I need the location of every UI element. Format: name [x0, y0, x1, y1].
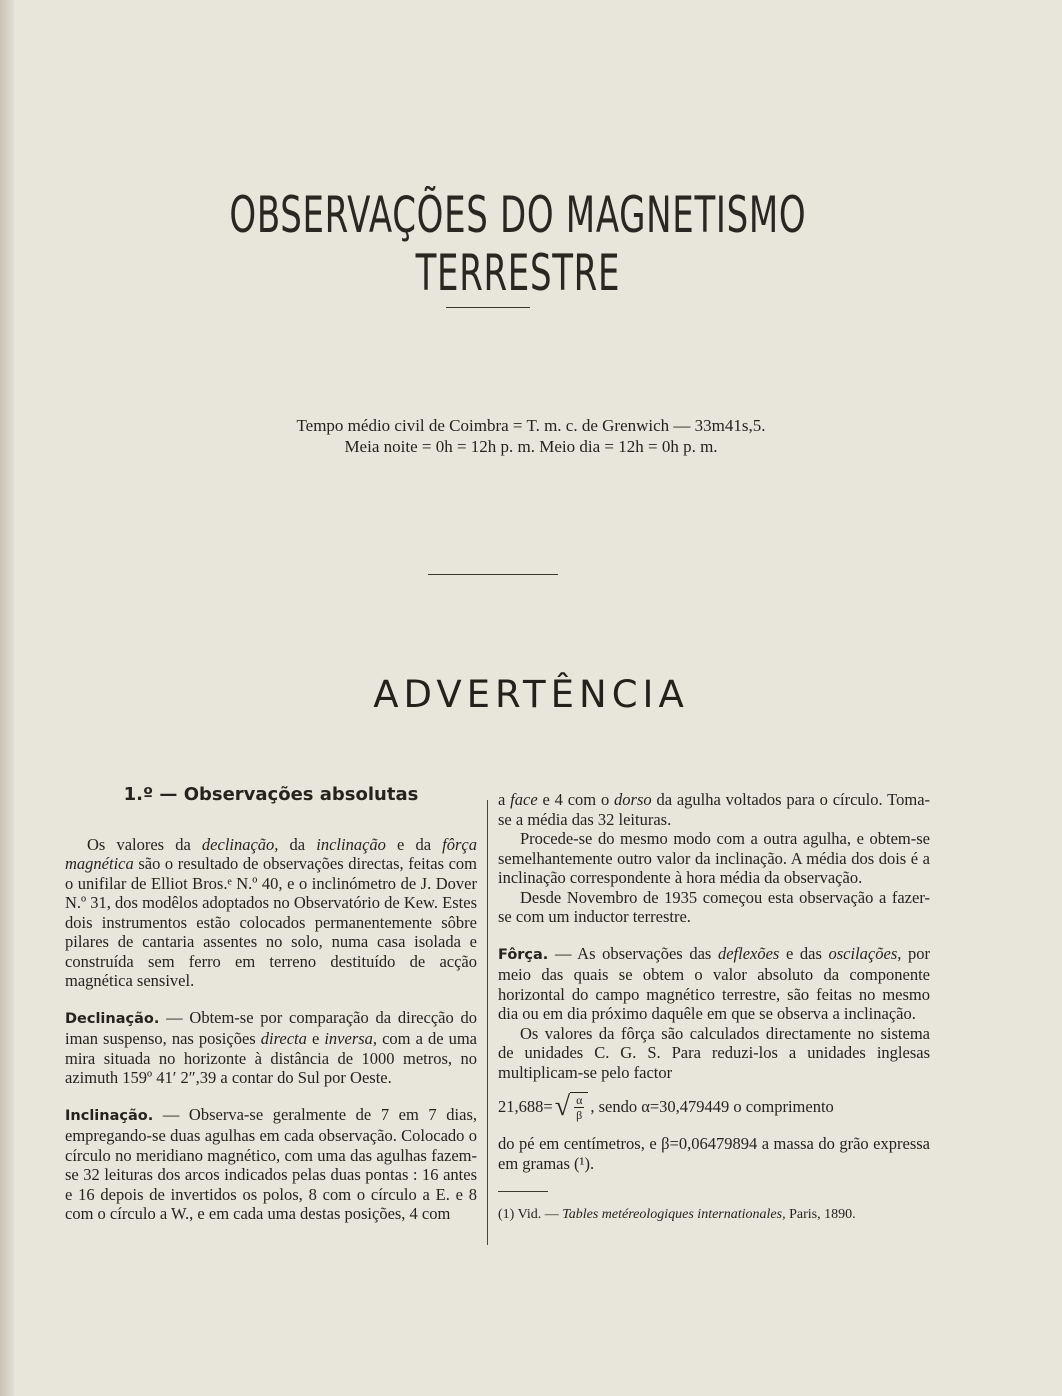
subsection-heading: 1.º — Observações absolutas [123, 784, 419, 805]
declinacao-paragraph: Declinação. — Obtem-se por comparação da direcção do iman suspenso, nas posições directa e inversa, com a de uma mira situada no horizonte à distância de 1000 metros, no azimuth 159º 41′ 2″,39 a contar do Sul por Oeste. [65, 1007, 477, 1087]
continuation-paragraph: a face e 4 com o dorso da agulha voltados para o círculo. Toma-se a média das 32 leituras. [498, 790, 931, 829]
square-root: √ $\frac{\alpha}{\beta}$ [555, 1092, 589, 1122]
units-paragraph: Os valores da fôrça são calculados directamente no sistema de unidades C. G. S. Para reduzi-los a unidades inglesas multiplicam-se pelo factor [498, 1023, 930, 1082]
intro-paragraph: Os valores da declinação, da inclinação e da fôrça magnética são o resultado de observações directas, feitas com o unifilar de Elliot Bros.ᵉ N.º 40, e o inclinómetro de J. Dover N.º 31, dos modêlos adoptados no Observatório de Kew. Estes dois instrumentos estão colocados permanentemente sôbre pilares de cantaria assentes no solo, numa casa isolada e construída sem ferro em terreno destituído de acção magnética sensivel. [65, 834, 477, 990]
formula-explanation: do pé em centímetros, e β=0,06479894 a massa do grão expressa em gramas (¹). [498, 1134, 930, 1173]
title-rule [446, 307, 530, 308]
column-divider [487, 800, 488, 1245]
conversion-formula: 21,688= √ $\frac{\alpha}{\beta}$ , sendo α=30,479449 o comprimento [498, 1091, 834, 1122]
forca-lead: Fôrça. [498, 946, 549, 963]
inclinacao-paragraph: Inclinação. — Observa-se geralmente de 7 em 7 dias, empregando-se duas agulhas em cada observação. Colocado o círculo no meridiano magnético, com uma das agulhas fazem-se 32 leituras dos arcos indicados pelas duas pontas : 16 antes e 16 depois de invertidos os polos, 8 com o círculo a E. e 8 com o círculo a W., e em cada uma destas posições, 4 com [65, 1104, 477, 1223]
inclinacao-lead: Inclinação. [65, 1107, 154, 1124]
second-needle-paragraph: Procede-se do mesmo modo com a outra agulha, e obtem-se semelhantemente outro valor da inclinação. A média dos dois é a inclinação correspondente à hora média da observação. [498, 829, 930, 887]
declinacao-lead: Declinação. [65, 1010, 160, 1027]
time-reference-line-2: Meia noite = 0h = 12h p. m. Meio dia = 12h = 0h p. m. [344, 437, 718, 456]
right-column [498, 790, 930, 1223]
footnote-rule [498, 1191, 548, 1192]
time-reference-line-1: Tempo médio civil de Coimbra = T. m. c. de Grenwich — 33m41s,5. [296, 416, 766, 435]
footnote: (1) Vid. — Tables metéreologiques internationales, Paris, 1890. [498, 1207, 856, 1222]
section-rule [428, 574, 558, 575]
left-column [65, 785, 477, 1224]
inductor-paragraph: Desde Novembro de 1935 começou esta observação a fazer-se com um inductor terrestre. [498, 887, 930, 926]
page-title: OBSERVAÇÕES DO MAGNETISMO TERRESTRE [229, 186, 807, 302]
forca-paragraph: Fôrça. — As observações das deflexões e das oscilações, por meio das quais se obtem o valor absoluto da componente horizontal do campo magnético terrestre, são feitas no mesmo dia ou em dia próximo daquêle em que se observa a inclinação. [498, 943, 930, 1023]
section-title: ADVERTÊNCIA [373, 673, 689, 716]
alpha-over-beta-fraction: $\frac{\alpha}{\beta}$ [570, 1092, 588, 1122]
